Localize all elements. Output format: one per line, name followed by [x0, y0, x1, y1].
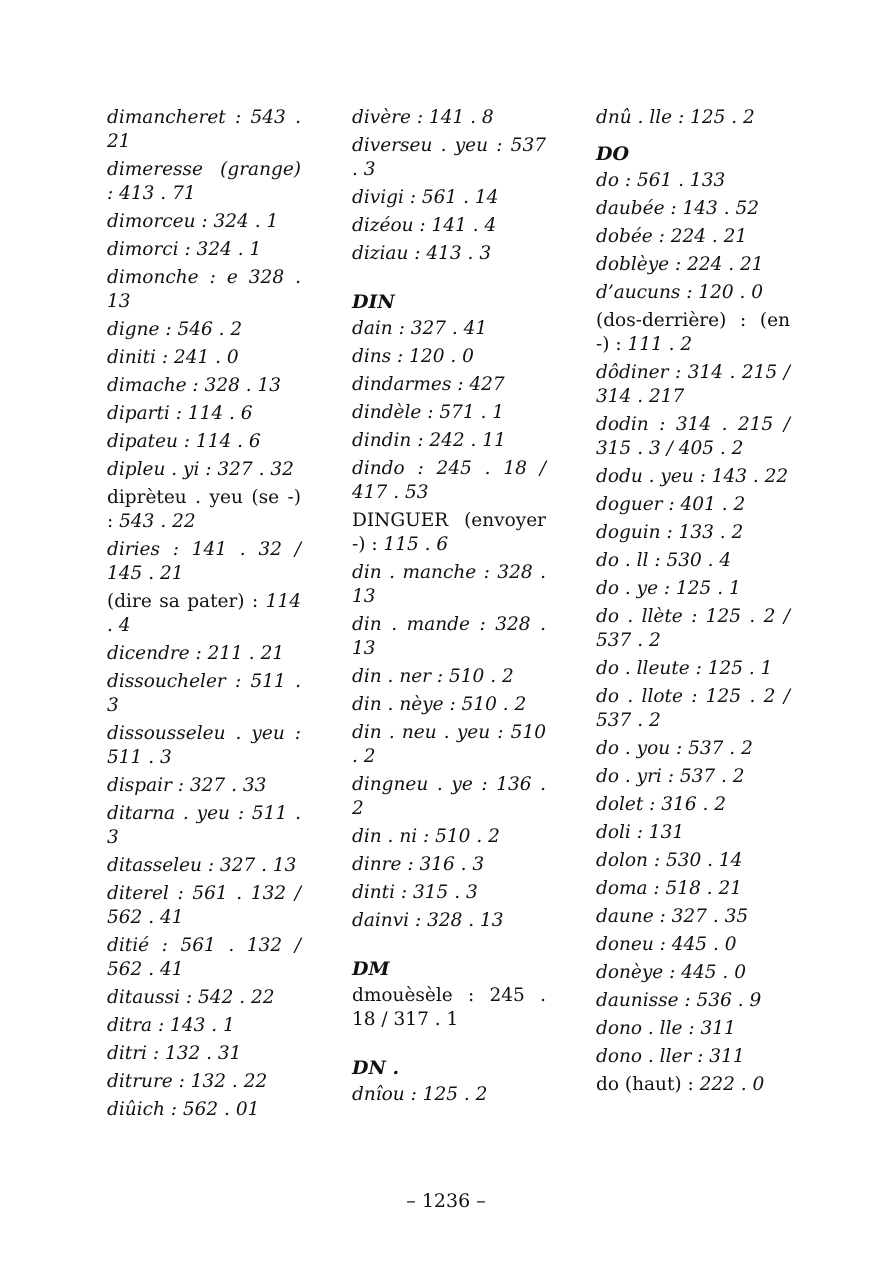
index-entry: do . lleute : 125 . 1	[596, 658, 773, 679]
index-entry: do . you : 537 . 2	[596, 738, 753, 759]
index-entry: diparti : 114 . 6	[107, 403, 253, 424]
entry-word: (dos-derrière) : (en -) :	[596, 310, 790, 355]
index-entry: dodu . yeu : 143 . 22	[596, 466, 789, 487]
index-entry: dono . ller : 311	[596, 1046, 745, 1067]
index-entry: dôdiner : 314 . 215 / 314 . 217	[596, 362, 790, 407]
index-entry: ditra : 143 . 1	[107, 1015, 235, 1036]
index-entry: dimonche : e 328 . 13	[107, 267, 301, 312]
index-entry: doguin : 133 . 2	[596, 522, 744, 543]
index-entry	[596, 309, 790, 357]
index-entry: do . yri : 537 . 2	[596, 766, 745, 787]
section-heading: DN .	[352, 1057, 400, 1079]
index-entry: dain : 327 . 41	[352, 318, 488, 339]
index-entry: doguer : 401 . 2	[596, 494, 746, 515]
index-entry: diziau : 413 . 3	[352, 243, 492, 264]
entry-word: DINGUER (envoyer -) :	[352, 510, 546, 555]
index-entry: ditrure : 132 . 22	[107, 1071, 268, 1092]
index-entry: dindin : 242 . 11	[352, 430, 506, 451]
index-entry: divère : 141 . 8	[352, 107, 494, 128]
index-entry: ditasseleu : 327 . 13	[107, 855, 297, 876]
index-entry: do : 561 . 133	[596, 170, 726, 191]
index-entry: doma : 518 . 21	[596, 878, 743, 899]
index-entry: donèye : 445 . 0	[596, 962, 746, 983]
index-entry: diverseu . yeu : 537 . 3	[352, 135, 546, 180]
index-entry	[352, 509, 546, 557]
index-entry: dimeresse (grange) : 413 . 71	[107, 159, 301, 204]
index-entry: dimache : 328 . 13	[107, 375, 282, 396]
index-entry: dizéou : 141 . 4	[352, 215, 497, 236]
index-entry: din . mande : 328 . 13	[352, 614, 546, 659]
index-entry: dolet : 316 . 2	[596, 794, 726, 815]
index-entry: dispair : 327 . 33	[107, 775, 267, 796]
index-entry: do . ye : 125 . 1	[596, 578, 741, 599]
index-entry: ditarna . yeu : 511 . 3	[107, 803, 301, 848]
index-column-2	[352, 106, 546, 1111]
entry-word: (dire sa pater) :	[107, 591, 259, 612]
index-entry	[596, 1073, 790, 1097]
entry-word: do (haut) :	[596, 1074, 694, 1095]
index-entry: do . llote : 125 . 2 / 537 . 2	[596, 686, 790, 731]
index-entry: dodin : 314 . 215 / 315 . 3 / 405 . 2	[596, 414, 790, 459]
index-entry: din . ni : 510 . 2	[352, 826, 500, 847]
entry-reference: 111 . 2	[627, 334, 693, 355]
index-entry: dingneu . ye : 136 . 2	[352, 774, 546, 819]
index-entry: daubée : 143 . 52	[596, 198, 760, 219]
index-entry: diniti : 241 . 0	[107, 347, 239, 368]
index-entry: divigi : 561 . 14	[352, 187, 499, 208]
entry-reference: 543 . 22	[119, 511, 196, 532]
index-entry: dono . lle : 311	[596, 1018, 736, 1039]
index-entry: din . nèye : 510 . 2	[352, 694, 527, 715]
index-entry: dobée : 224 . 21	[596, 226, 748, 247]
index-column-3	[596, 106, 790, 1101]
index-entry: din . neu . yeu : 510 . 2	[352, 722, 546, 767]
index-entry: doblèye : 224 . 21	[596, 254, 764, 275]
index-entry: din . manche : 328 . 13	[352, 562, 546, 607]
index-entry: dipleu . yi : 327 . 32	[107, 459, 294, 480]
index-entry: daunisse : 536 . 9	[596, 990, 762, 1011]
index-entry: dicendre : 211 . 21	[107, 643, 285, 664]
index-entry: dissoucheler : 511 . 3	[107, 671, 301, 716]
entry-reference: 222 . 0	[699, 1074, 765, 1095]
index-entry: dainvi : 328 . 13	[352, 910, 504, 931]
index-entry: dnîou : 125 . 2	[352, 1084, 488, 1105]
index-entry: dindo : 245 . 18 / 417 . 53	[352, 458, 546, 503]
index-entry: ditri : 132 . 31	[107, 1043, 242, 1064]
index-entry: dipateu : 114 . 6	[107, 431, 261, 452]
index-entry: do . ll : 530 . 4	[596, 550, 732, 571]
index-entry: dissousseleu . yeu : 511 . 3	[107, 723, 301, 768]
index-entry: dindèle : 571 . 1	[352, 402, 505, 423]
entry-reference: 115 . 6	[383, 534, 449, 555]
index-entry: doli : 131	[596, 822, 685, 843]
index-entry: dins : 120 . 0	[352, 346, 474, 367]
index-entry: doneu : 445 . 0	[596, 934, 737, 955]
index-entry: dmouèsèle : 245 . 18 / 317 . 1	[352, 985, 546, 1030]
page-number: – 1236 –	[406, 1190, 486, 1212]
index-entry: daune : 327 . 35	[596, 906, 749, 927]
index-entry: din . ner : 510 . 2	[352, 666, 514, 687]
index-entry	[107, 486, 301, 534]
index-entry: dimorci : 324 . 1	[107, 239, 262, 260]
section-heading: DM	[352, 958, 390, 980]
index-entry: digne : 546 . 2	[107, 319, 243, 340]
index-entry: dinre : 316 . 3	[352, 854, 485, 875]
index-entry: dnû . lle : 125 . 2	[596, 107, 755, 128]
index-entry: ditaussi : 542 . 22	[107, 987, 275, 1008]
index-entry: dimancheret : 543 . 21	[107, 107, 301, 152]
entry-reference: 114 . 4	[107, 591, 301, 636]
index-entry: diterel : 561 . 132 / 562 . 41	[107, 883, 301, 928]
index-entry	[107, 590, 301, 638]
index-entry: do . llète : 125 . 2 / 537 . 2	[596, 606, 790, 651]
section-heading: DIN	[352, 291, 395, 313]
index-entry: dindarmes : 427	[352, 374, 505, 395]
entry-word: diprèteu . yeu (se -) :	[107, 487, 301, 532]
section-heading: DO	[596, 143, 630, 165]
index-entry: diries : 141 . 32 / 145 . 21	[107, 539, 301, 584]
index-entry: d’aucuns : 120 . 0	[596, 282, 764, 303]
index-entry: diûich : 562 . 01	[107, 1099, 260, 1120]
index-entry: dolon : 530 . 14	[596, 850, 743, 871]
index-column-1	[107, 106, 301, 1126]
index-entry: ditié : 561 . 132 / 562 . 41	[107, 935, 301, 980]
index-entry: dinti : 315 . 3	[352, 882, 478, 903]
index-entry: dimorceu : 324 . 1	[107, 211, 279, 232]
